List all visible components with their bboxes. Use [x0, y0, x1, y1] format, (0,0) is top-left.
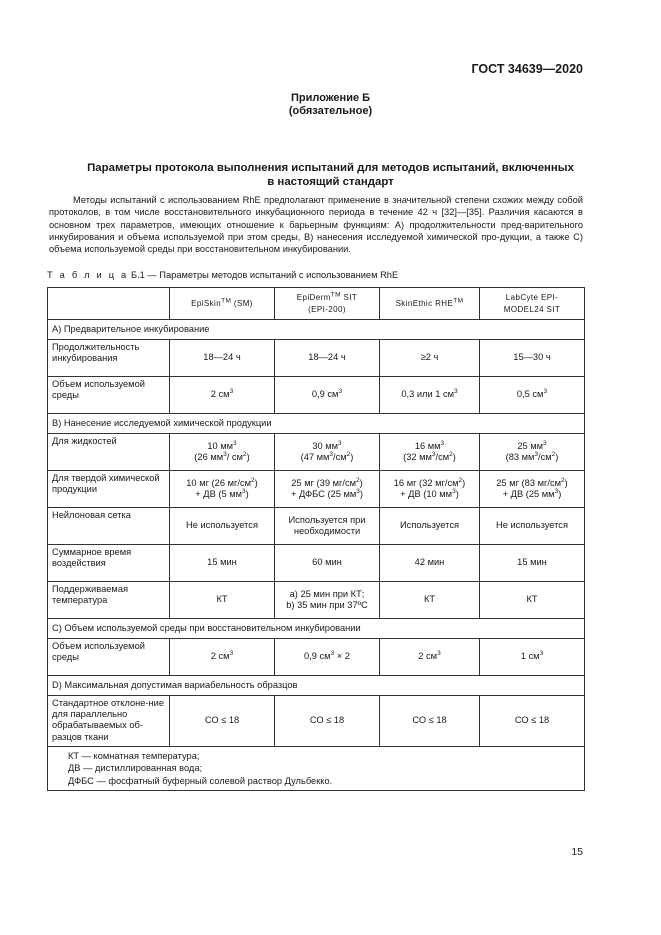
header-labcyte: LabCyte EPI- MODEL24 SIT: [480, 288, 585, 320]
table-caption-prefix: Т а б л и ц а: [47, 270, 129, 280]
section-c-label: С) Объем используемой среды при восстановительном инкубировании: [48, 619, 585, 639]
header-skinethic: SkinEthic RHE™: [380, 288, 480, 320]
table-row: [48, 471, 585, 508]
annex-status: (обязательное): [288, 105, 373, 117]
cell-value: 60 мин: [275, 545, 380, 582]
cell-value: 15—30 ч: [480, 340, 585, 377]
header-epiderm: EpiDerm™ SIT (EPI-200): [275, 288, 380, 320]
section-heading: [60, 161, 601, 189]
section-row-d: [48, 676, 585, 696]
cell-value: 18—24 ч: [275, 340, 380, 377]
cell-value: 30 $мм^3$ (47 $мм^3/см^2$): [275, 434, 380, 471]
cell-value: а) 25 мин при КТ; b) 35 мин при 37ºС: [275, 582, 380, 619]
parameters-table: [47, 287, 585, 791]
annex-title: Приложение Б: [290, 92, 371, 104]
cell-value: 42 мин: [380, 545, 480, 582]
table-header-row: [48, 288, 585, 320]
cell-value: 2 $см^3$: [380, 639, 480, 676]
annex-heading: [0, 92, 661, 118]
row-label: Для твердой химической продукции: [48, 471, 170, 508]
table-row: [48, 696, 585, 747]
section-a-label: А) Предварительное инкубирование: [48, 320, 585, 340]
cell-value: ≥2 ч: [380, 340, 480, 377]
cell-value: 2 $см^3$: [170, 377, 275, 414]
cell-value: Не используется: [480, 508, 585, 545]
cell-value: 0,3 или 1 $см^3$: [380, 377, 480, 414]
cell-value: 1 $см^3$: [480, 639, 585, 676]
section-b-label: В) Нанесение исследуемой химической продукции: [48, 414, 585, 434]
cell-value: 2 $см^3$: [170, 639, 275, 676]
cell-value: 25 мг (83 $мг/см^2$) + ДВ (25 $мм^3$): [480, 471, 585, 508]
table-row: [48, 508, 585, 545]
cell-value: 25 мг (39 $мг/см^2$) + ДФБС (25 $мм^3$): [275, 471, 380, 508]
cell-value: КТ: [170, 582, 275, 619]
cell-value: Не используется: [170, 508, 275, 545]
table-row: [48, 639, 585, 676]
section-row-a: [48, 320, 585, 340]
cell-value: 15 мин: [170, 545, 275, 582]
row-label: Нейлоновая сетка: [48, 508, 170, 545]
cell-value: 25 $мм^3$ (83 $мм^3/см^2$): [480, 434, 585, 471]
table-row: [48, 545, 585, 582]
row-label: Для жидкостей: [48, 434, 170, 471]
cell-value: КТ: [380, 582, 480, 619]
header-empty: [48, 288, 170, 320]
table-row: [48, 340, 585, 377]
table-row: [48, 582, 585, 619]
cell-value: СО ≤ 18: [170, 696, 275, 747]
cell-value: Используется: [380, 508, 480, 545]
row-label: Стандартное отклоне-ние для параллельно обрабатываемых об-разцов ткани: [48, 696, 170, 747]
note-item: ДФБС — фосфатный буферный солевой раствор Дульбекко.: [68, 775, 333, 786]
table-caption-text: — Параметры методов испытаний с использованием RhE: [144, 270, 399, 280]
row-label: Объем используемой среды: [48, 377, 170, 414]
cell-value: СО ≤ 18: [380, 696, 480, 747]
cell-value: 18—24 ч: [170, 340, 275, 377]
section-d-label: D) Максимальная допустимая вариабельность образцов: [48, 676, 585, 696]
note-item: КТ — комнатная температура;: [68, 751, 200, 761]
section-heading-line-2: в настоящий стандарт: [267, 176, 394, 188]
cell-value: 16 мг (32 $мг/см^2$) + ДВ (10 $мм^3$): [380, 471, 480, 508]
cell-value: 10 мг (26 $мг/см^2$) + ДВ (5 $мм^3$): [170, 471, 275, 508]
header-episkin: EpiSkin™ (SM): [170, 288, 275, 320]
row-label: Поддерживаемая температура: [48, 582, 170, 619]
table-caption-number: Б.1: [130, 270, 145, 280]
table-notes: [48, 747, 585, 791]
standard-number: ГОСТ 34639—2020: [471, 62, 583, 76]
table-caption: [47, 270, 398, 280]
intro-paragraph: Методы испытаний с использованием RhE предполагают применение в значительной степени схожих между собой протоколов, в том числе восстановительного инкубационного периода в течение 42 ч [32]—[35]. Различия касаются в основном трех параметров, имеющих отношение к барьерным функциям: А) продолжительности пред-варительного инкубирования и объема используемой при этом среды, В) нанесения исследуемой химической про-дукции, а также С) объема используемой среды при восстановительном инкубировании.: [49, 195, 583, 255]
cell-value: КТ: [480, 582, 585, 619]
row-label: Суммарное время воздействия: [48, 545, 170, 582]
cell-value: 0,5 $см^3$: [480, 377, 585, 414]
cell-value: СО ≤ 18: [275, 696, 380, 747]
cell-value: 10 $мм^3$ (26 $мм^3/$ $см^2$): [170, 434, 275, 471]
cell-value: СО ≤ 18: [480, 696, 585, 747]
table-row: [48, 434, 585, 471]
section-row-c: [48, 619, 585, 639]
section-row-b: [48, 414, 585, 434]
cell-value: Используется при необходимости: [275, 508, 380, 545]
cell-value: 0,9 $см^3$: [275, 377, 380, 414]
row-label: Объем используемой среды: [48, 639, 170, 676]
section-heading-line-1: Параметры протокола выполнения испытаний для методов испытаний, включенных: [87, 162, 574, 174]
cell-value: 15 мин: [480, 545, 585, 582]
cell-value: 16 $мм^3$ (32 $мм^3/см^2$): [380, 434, 480, 471]
table-row: [48, 377, 585, 414]
page-number: 15: [571, 846, 583, 858]
note-item: ДВ — дистиллированная вода;: [68, 763, 203, 774]
row-label: Продолжительность инкубирования: [48, 340, 170, 377]
notes-row: [48, 747, 585, 791]
cell-value: 0,9 $см^3 \times 2$: [275, 639, 380, 676]
